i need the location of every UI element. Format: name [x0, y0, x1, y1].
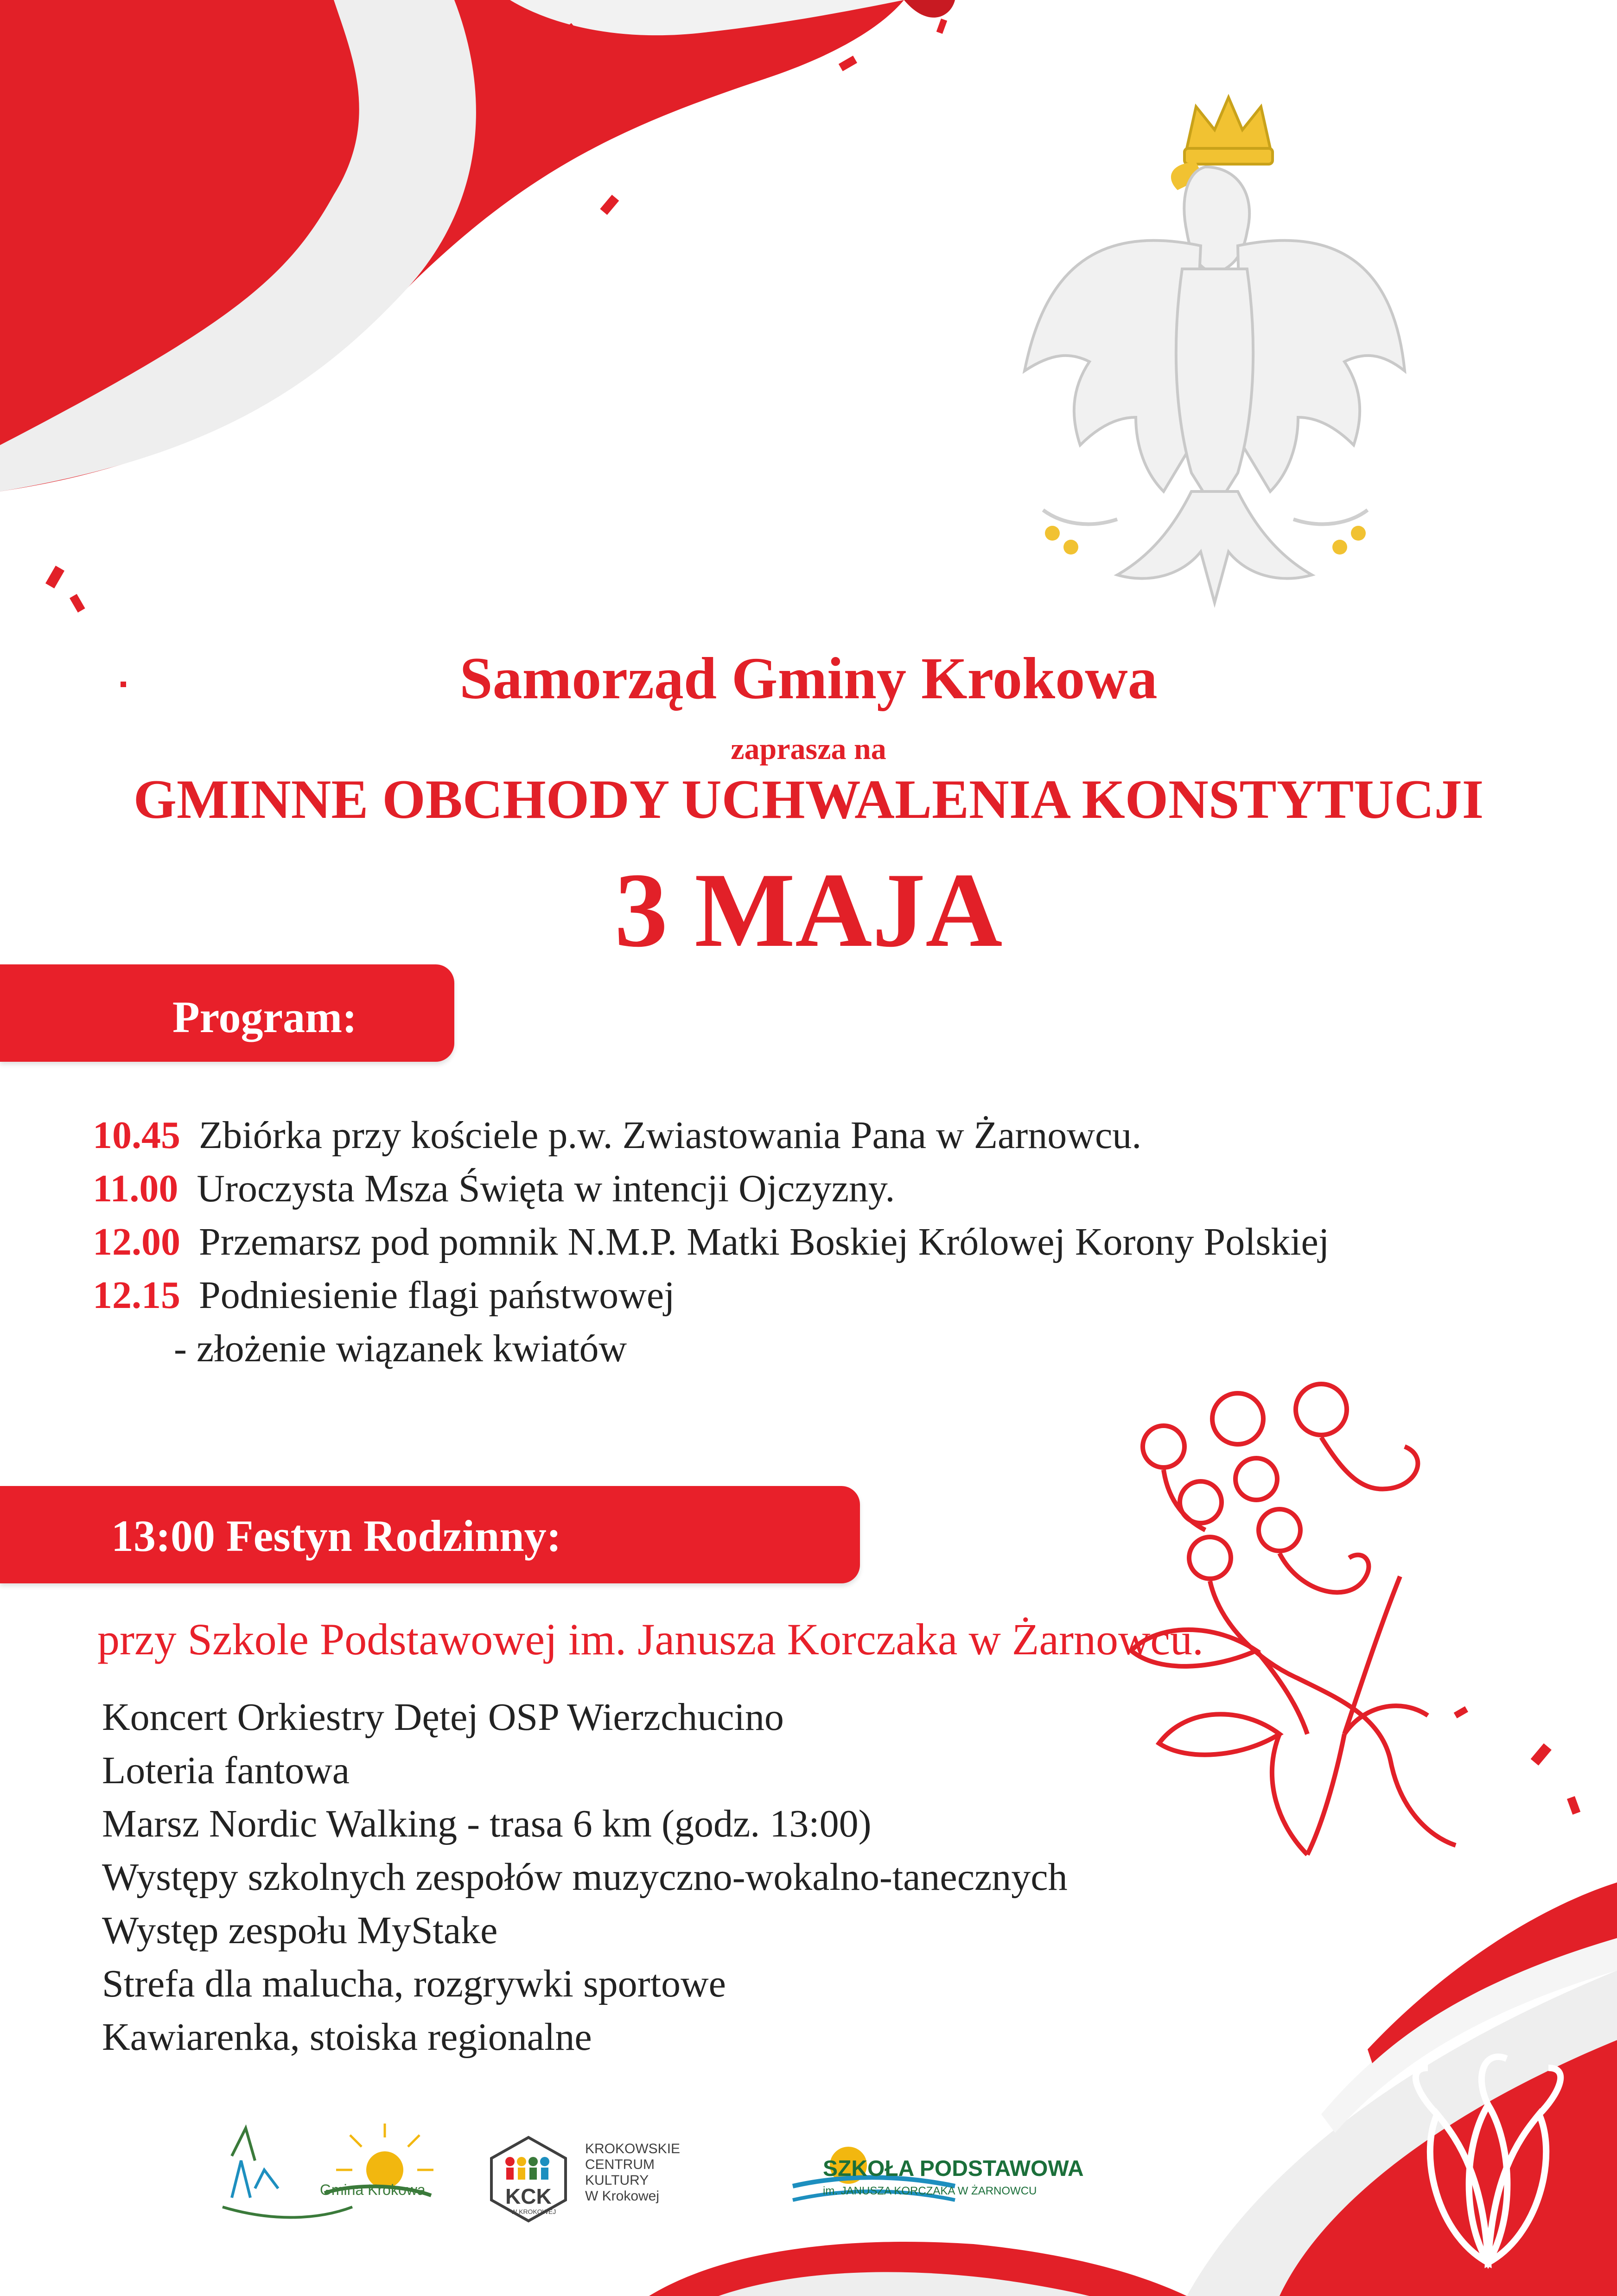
program-time: 12.15: [93, 1274, 180, 1317]
program-title: Program:: [172, 992, 357, 1042]
festival-item: Strefa dla malucha, rozgrywki sportowe: [102, 1962, 726, 2005]
festival-banner: [0, 1486, 860, 1583]
program-item: [93, 1219, 1329, 1264]
festival-item: Kawiarenka, stoiska regionalne: [102, 2015, 592, 2059]
program-text: Zbiórka przy kościele p.w. Zwiastowania Pana w Żarnowcu.: [199, 1114, 1142, 1157]
invites-subtitle: zaprasza na: [731, 732, 886, 766]
kck-badge-small: W KROKOWEJ: [511, 2208, 556, 2215]
kck-badge-text: KCK: [505, 2184, 552, 2208]
organizer-title: Samorząd Gminy Krokowa: [459, 645, 1158, 711]
kck-line: KROKOWSKIE: [585, 2141, 681, 2156]
gmina-krokowa-logo: [213, 2114, 454, 2235]
festival-item: Występy szkolnych zespołów muzyczno-wokalno-tanecznych: [102, 1856, 1068, 1899]
program-banner: [0, 964, 454, 1062]
school-logo-sub: im. JANUSZA KORCZAKA W ŻARNOWCU: [823, 2185, 1037, 2197]
festival-item: Loteria fantowa: [102, 1749, 350, 1792]
festival-title: 13:00 Festyn Rodzinny:: [111, 1511, 561, 1561]
ribbon-top-left-red-2: [904, 0, 955, 18]
program-item: [93, 1273, 675, 1318]
festival-item: Marsz Nordic Walking - trasa 6 km (godz. 13:00): [102, 1802, 872, 1845]
program-text: Przemarsz pod pomnik N.M.P. Matki Boskiej Królowej Korony Polskiej: [199, 1220, 1330, 1263]
program-time: 10.45: [93, 1114, 180, 1157]
kck-line: KULTURY: [585, 2173, 649, 2188]
red-floral-decoration: [1103, 1382, 1483, 1864]
program-text: Uroczysta Msza Święta w intencji Ojczyzny.: [197, 1167, 895, 1210]
festival-item: Koncert Orkiestry Dętej OSP Wierzchucino: [102, 1696, 784, 1739]
white-eagle-emblem: [997, 93, 1414, 626]
crown-icon: [1184, 97, 1273, 164]
program-time: 11.00: [93, 1167, 178, 1210]
gmina-logo-text: Gmina Krokowa: [320, 2181, 426, 2198]
program-item: [93, 1113, 1141, 1158]
program-sub-item: - złożenie wiązanek kwiatów: [174, 1327, 627, 1370]
event-title: GMINNE OBCHODY UCHWALENIA KONSTYTUCJI: [133, 768, 1484, 830]
event-date: 3 MAJA: [614, 851, 1003, 969]
festival-venue: przy Szkole Podstawowej im. Janusza Korczaka w Żarnowcu.: [97, 1614, 1203, 1664]
festival-item: Występ zespołu MyStake: [102, 1909, 498, 1952]
program-item: [93, 1166, 895, 1211]
kck-line: W Krokowej: [585, 2188, 660, 2204]
program-time: 12.00: [93, 1220, 180, 1263]
kck-line: CENTRUM: [585, 2157, 655, 2172]
program-text: Podniesienie flagi państwowej: [199, 1274, 675, 1317]
school-logo-name: SZKOŁA PODSTAWOWA: [823, 2156, 1084, 2181]
